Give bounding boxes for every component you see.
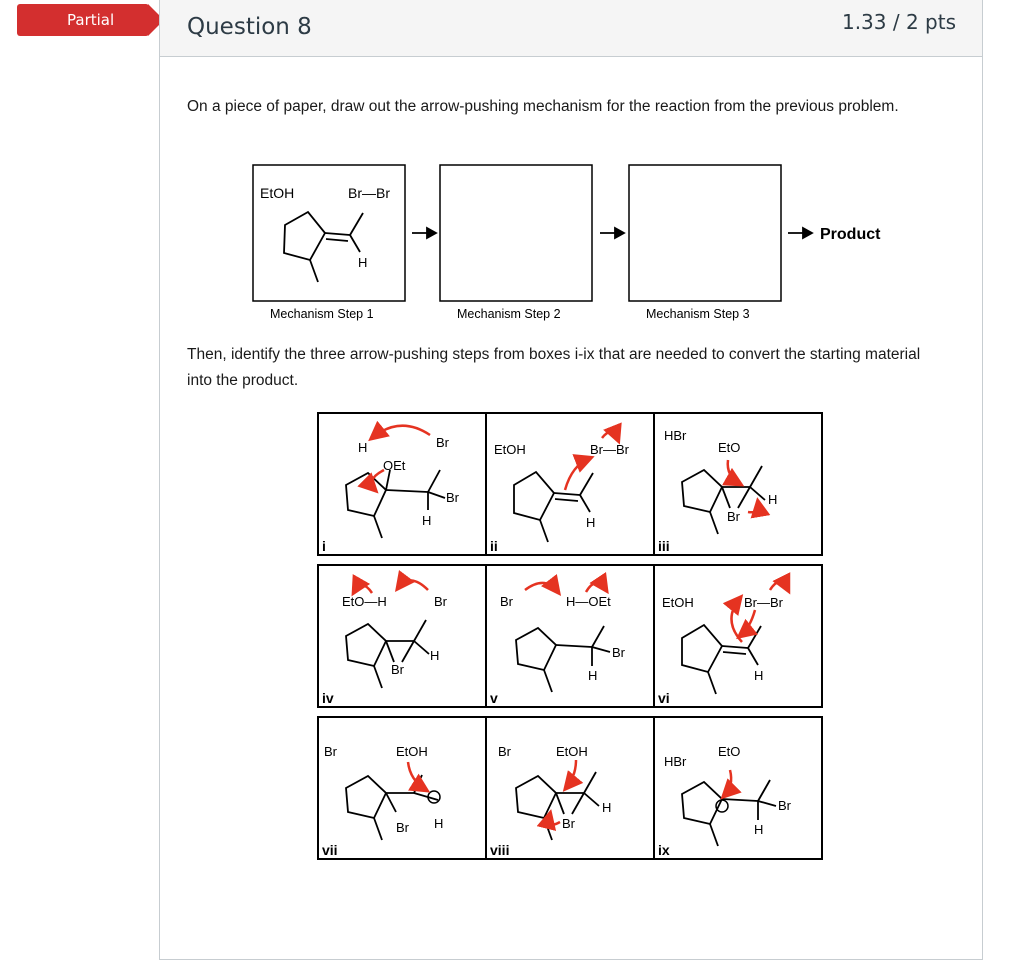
box-ii-text-2: H [586, 515, 596, 530]
box-i-text-3: Br [446, 490, 459, 505]
question-title: Question 8 [187, 14, 312, 40]
question-prompt-2: Then, identify the three arrow-pushing steps from boxes i-ix that are needed to convert the starting material into the product. [187, 346, 921, 389]
box-v-text-2: Br [612, 645, 625, 660]
option-box-iv [318, 565, 486, 707]
mechanism-scheme [160, 150, 982, 330]
question-header [160, 0, 982, 57]
status-badge: Partial [17, 4, 149, 36]
question-points: 1.33 / 2 pts [841, 10, 956, 34]
box-i-text-1: OEt [383, 458, 406, 473]
box-i-text-2: Br [436, 435, 449, 450]
option-viii [490, 744, 611, 858]
box-iii-text-3: H [768, 492, 778, 507]
box-iv-text-2: Br [391, 662, 404, 677]
box-ix-text-3: H [754, 822, 764, 837]
question-prompt-1: On a piece of paper, draw out the arrow-pushing mechanism for the reaction from the previous problem. [187, 98, 899, 115]
scheme-box-3 [629, 165, 781, 301]
box-i-text-4: H [422, 513, 432, 528]
box-vii-text-2: Br [396, 820, 409, 835]
box-iv-label: iv [322, 690, 334, 706]
box-v-label: v [490, 690, 498, 706]
option-box-ii [486, 413, 654, 555]
scheme-step-label-1: Mechanism Step 1 [270, 307, 374, 321]
scheme-step-label-2: Mechanism Step 2 [457, 307, 561, 321]
option-box-vii [318, 717, 486, 859]
box-vii-text-0: Br [324, 744, 337, 759]
box-ix-text-2: Br [778, 798, 791, 813]
box-ix-text-0: HBr [664, 754, 687, 769]
box-viii-text-0: Br [498, 744, 511, 759]
option-grid [310, 410, 830, 862]
box-viii-text-2: Br [562, 816, 575, 831]
box-viii-label: viii [490, 842, 510, 858]
option-ii [490, 432, 630, 554]
option-v [490, 583, 626, 706]
scheme-reagent-a: EtOH [260, 185, 295, 201]
option-i [322, 426, 460, 554]
scheme-reagent-b: Br—Br [348, 185, 390, 201]
box-ii-text-0: EtOH [494, 442, 526, 457]
option-box-viii [486, 717, 654, 859]
box-iv-text-3: H [430, 648, 440, 663]
option-vi [658, 582, 788, 706]
box-iii-label: iii [658, 538, 670, 554]
box-ii-label: ii [490, 538, 498, 554]
scheme-product: Product [820, 226, 881, 243]
scheme-h-label: H [358, 255, 368, 270]
option-iii [658, 428, 777, 554]
option-box-v [486, 565, 654, 707]
box-vi-text-2: H [754, 668, 764, 683]
box-vi-text-0: EtOH [662, 595, 694, 610]
box-ix-text-1: EtO [718, 744, 741, 759]
box-vi-label: vi [658, 690, 670, 706]
box-i-text-0: H [358, 440, 368, 455]
option-box-ix [654, 717, 822, 859]
scheme-step-label-3: Mechanism Step 3 [646, 307, 750, 321]
box-v-text-0: Br [500, 594, 513, 609]
scheme-box-2 [440, 165, 592, 301]
box-ix-label: ix [658, 842, 670, 858]
starting-alkene [284, 212, 363, 282]
box-iii-text-0: HBr [664, 428, 687, 443]
box-ii-text-1: Br—Br [590, 442, 629, 457]
box-vii-text-1: EtOH [396, 744, 428, 759]
box-v-text-3: H [588, 668, 598, 683]
option-iv [322, 580, 448, 706]
box-i-label: i [322, 538, 326, 554]
question-card [159, 0, 983, 960]
box-iii-text-1: EtO [718, 440, 741, 455]
option-box-i [318, 413, 486, 555]
box-viii-text-3: H [602, 800, 612, 815]
box-iv-text-1: Br [434, 594, 447, 609]
box-viii-text-1: EtOH [556, 744, 588, 759]
box-vii-label: vii [322, 842, 338, 858]
box-iii-text-2: Br [727, 509, 740, 524]
box-vi-text-1: Br—Br [744, 595, 783, 610]
option-ix [658, 744, 792, 858]
box-v-text-1: H—OEt [566, 594, 611, 609]
box-vii-text-3: H [434, 816, 444, 831]
box-iv-text-0: EtO—H [342, 594, 387, 609]
option-vii [322, 744, 443, 858]
